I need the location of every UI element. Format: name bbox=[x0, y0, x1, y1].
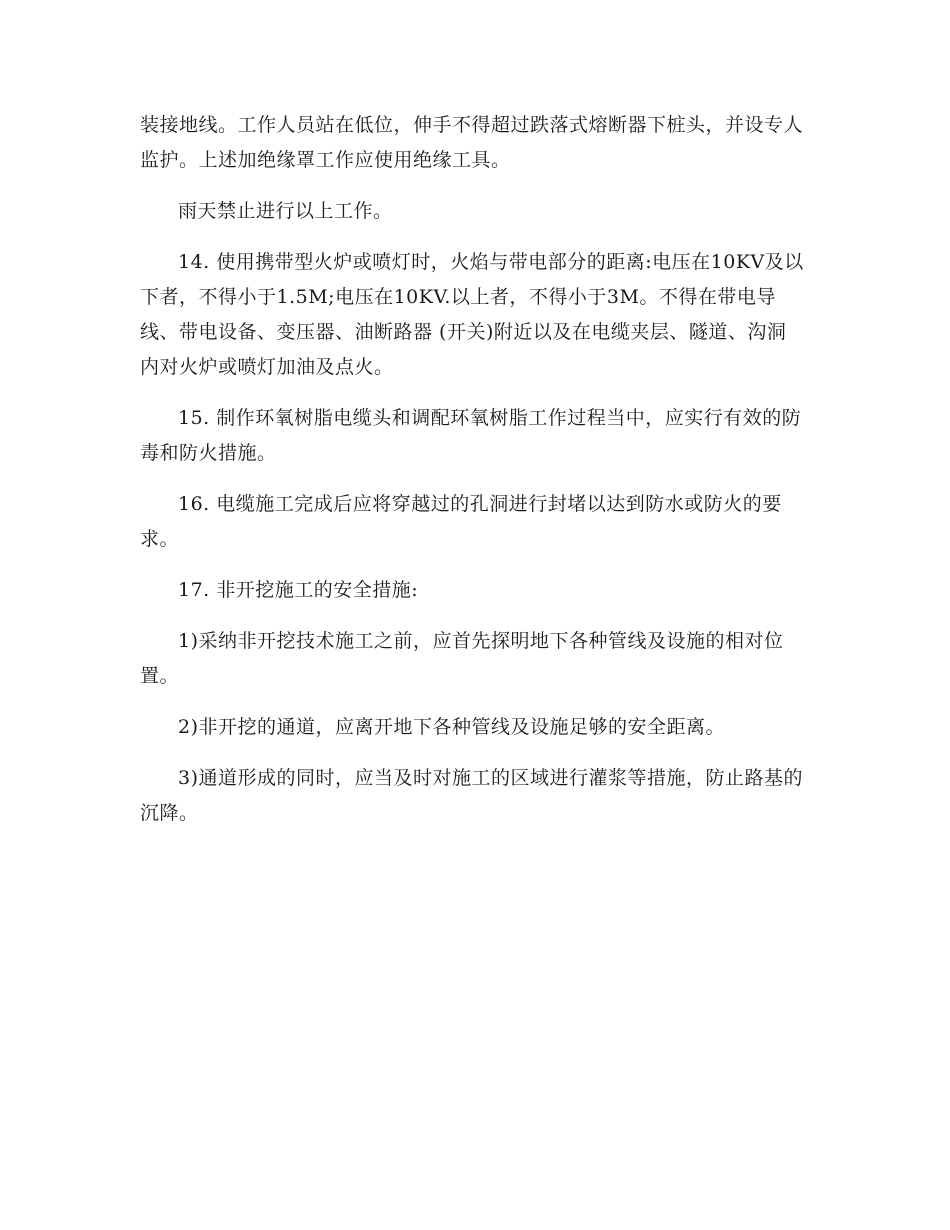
document-body bbox=[140, 108, 805, 847]
paragraph-item-16: 16. 电缆施工完成后应将穿越过的孔洞进行封堵以达到防水或防火的要求。 bbox=[140, 493, 782, 550]
paragraph-item-15: 15. 制作环氧树脂电缆头和调配环氧树脂工作过程当中，应实行有效的防毒和防火措施。 bbox=[140, 407, 802, 464]
paragraph-subitem-1: 1)采纳非开挖技术施工之前，应首先探明地下各种管线及设施的相对位置。 bbox=[140, 630, 784, 687]
paragraph-continued: 装接地线。工作人员站在低位，伸手不得超过跌落式熔断器下桩头，并设专人监护。上述加绝缘罩工作应使用绝缘工具。 bbox=[140, 114, 804, 171]
paragraph-subitem-3: 3)通道形成的同时，应当及时对施工的区域进行灌浆等措施，防止路基的沉降。 bbox=[140, 767, 804, 824]
paragraph-rain-rule: 雨天禁止进行以上工作。 bbox=[178, 200, 393, 222]
paragraph-item-14: 14. 使用携带型火炉或喷灯时，火焰与带电部分的距离:电压在10KV及以下者，不得小于1.5M;电压在10KV.以上者，不得小于3M。不得在带电导线、带电设备、变压器、油断路器 (开关)附近以及在电缆夹层、隧道、沟洞内对火炉或喷灯加油及点火。 bbox=[140, 251, 804, 378]
paragraph-subitem-2: 2)非开挖的通道，应离开地下各种管线及设施足够的安全距离。 bbox=[178, 716, 726, 738]
paragraph-item-17: 17. 非开挖施工的安全措施: bbox=[178, 579, 419, 601]
